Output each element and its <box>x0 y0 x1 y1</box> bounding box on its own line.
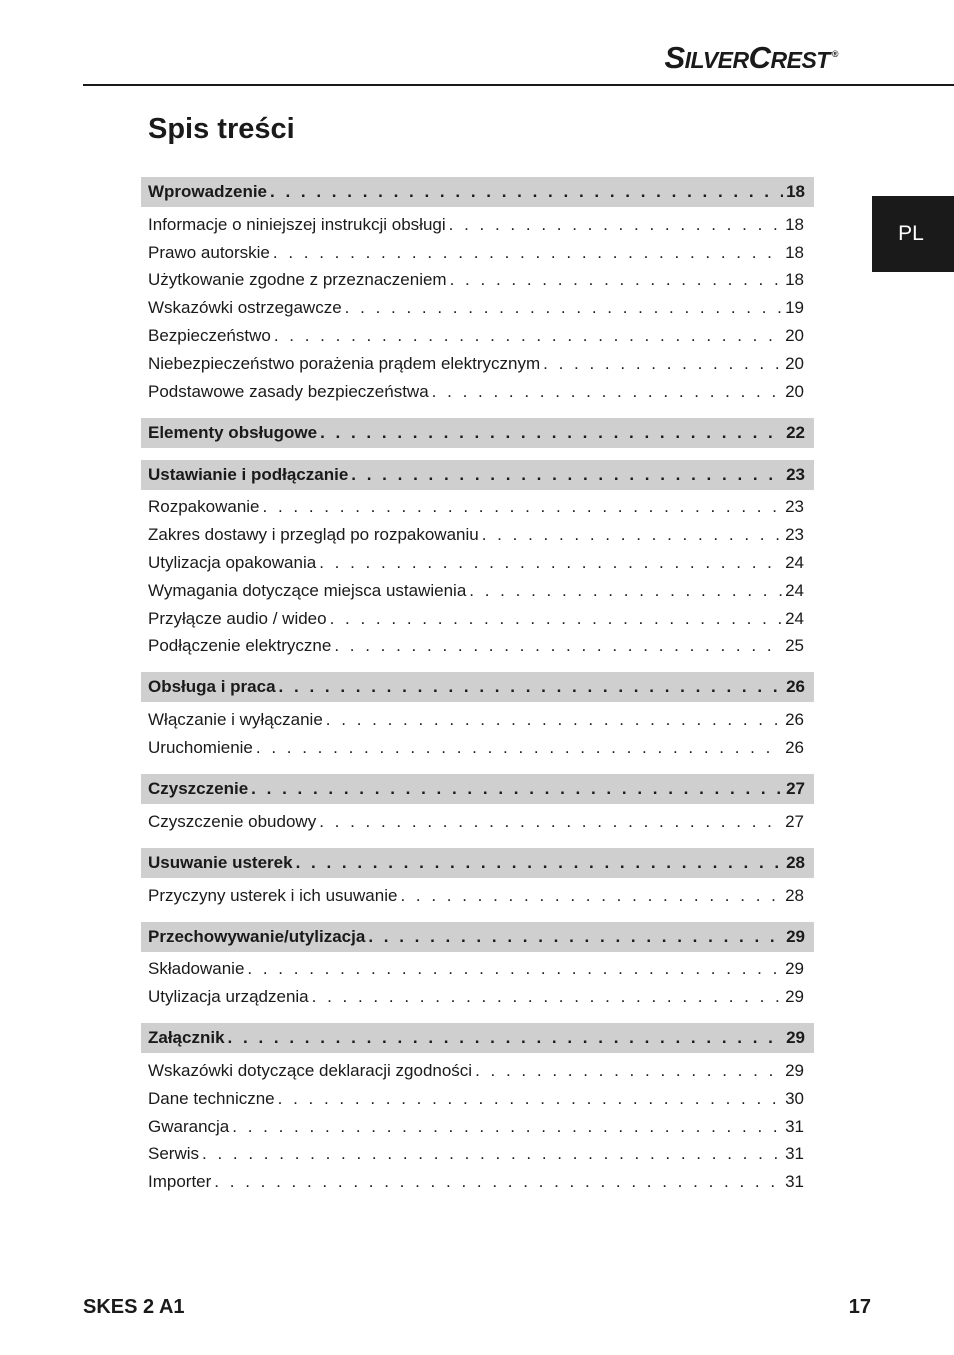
toc-item[interactable] <box>141 294 814 322</box>
toc-item-list <box>141 804 814 836</box>
item-page: 20 <box>785 353 804 373</box>
toc-item[interactable] <box>141 521 814 549</box>
item-page: 20 <box>785 381 804 401</box>
item-page: 18 <box>785 214 804 234</box>
item-page: 29 <box>785 1061 804 1081</box>
item-page: 29 <box>785 987 804 1007</box>
toc-item-list <box>141 490 814 661</box>
item-page: 24 <box>785 553 804 573</box>
toc-item[interactable] <box>141 808 814 836</box>
dot-leader <box>334 636 782 656</box>
dot-leader <box>543 354 782 374</box>
item-title: Czyszczenie obudowy <box>148 811 317 831</box>
dot-leader <box>319 553 782 573</box>
brand-rest-1: ILVER <box>684 47 749 73</box>
dot-leader <box>368 927 783 947</box>
item-title: Niebezpieczeństwo porażenia prądem elektrycznym <box>148 353 541 373</box>
dot-leader <box>469 581 782 601</box>
dot-leader <box>345 298 782 318</box>
dot-leader <box>449 215 782 235</box>
item-title: Gwarancja <box>148 1116 230 1136</box>
toc-item-list <box>141 952 814 1012</box>
toc-item[interactable] <box>141 1057 814 1085</box>
dot-leader <box>256 738 782 758</box>
section-title: Usuwanie usterek <box>148 852 293 872</box>
item-title: Utylizacja urządzenia <box>148 987 309 1007</box>
item-title: Wymagania dotyczące miejsca ustawienia <box>148 580 467 600</box>
item-page: 31 <box>785 1116 804 1136</box>
language-tab: PL <box>872 196 954 272</box>
item-page: 26 <box>785 710 804 730</box>
dot-leader <box>482 525 782 545</box>
item-page: 31 <box>785 1172 804 1192</box>
toc-item[interactable] <box>141 322 814 350</box>
section-page: 22 <box>786 422 805 442</box>
header-divider <box>83 84 954 86</box>
toc-section-heading[interactable] <box>141 418 814 448</box>
toc-item[interactable] <box>141 239 814 267</box>
toc-item[interactable] <box>141 577 814 605</box>
item-title: Dane techniczne <box>148 1088 275 1108</box>
dot-leader <box>296 853 784 873</box>
footer-model: SKES 2 A1 <box>83 1296 185 1318</box>
item-page: 27 <box>785 811 804 831</box>
item-page: 20 <box>785 326 804 346</box>
item-title: Podłączenie elektryczne <box>148 636 332 656</box>
toc-section <box>141 672 814 762</box>
dot-leader <box>312 987 782 1007</box>
toc-item[interactable] <box>141 882 814 910</box>
dot-leader <box>319 812 782 832</box>
item-title: Bezpieczeństwo <box>148 326 271 346</box>
section-page: 26 <box>786 677 805 697</box>
dot-leader <box>400 886 782 906</box>
toc-section-heading[interactable] <box>141 922 814 952</box>
dot-leader <box>270 182 783 202</box>
toc-item[interactable] <box>141 1141 814 1169</box>
toc-item[interactable] <box>141 211 814 239</box>
toc-section-heading[interactable] <box>141 672 814 702</box>
item-page: 29 <box>785 959 804 979</box>
toc-item[interactable] <box>141 549 814 577</box>
brand-initial-1: S <box>664 40 685 75</box>
item-page: 24 <box>785 580 804 600</box>
dot-leader <box>232 1117 782 1137</box>
section-page: 29 <box>786 1028 805 1048</box>
toc-section-heading[interactable] <box>141 774 814 804</box>
item-title: Utylizacja opakowania <box>148 553 317 573</box>
toc-item[interactable] <box>141 378 814 406</box>
dot-leader <box>450 270 782 290</box>
item-page: 26 <box>785 738 804 758</box>
toc-item[interactable] <box>141 1113 814 1141</box>
toc-item-list <box>141 207 814 406</box>
item-page: 30 <box>785 1088 804 1108</box>
section-page: 28 <box>786 852 805 872</box>
dot-leader <box>247 959 782 979</box>
section-title: Załącznik <box>148 1028 225 1048</box>
dot-leader <box>228 1028 784 1048</box>
dot-leader <box>351 465 783 485</box>
item-title: Wskazówki ostrzegawcze <box>148 298 342 318</box>
page-title: Spis treści <box>148 113 295 145</box>
dot-leader <box>326 710 782 730</box>
dot-leader <box>273 243 782 263</box>
section-title: Wprowadzenie <box>148 182 268 201</box>
dot-leader <box>274 326 782 346</box>
section-title: Czyszczenie <box>148 778 249 798</box>
dot-leader <box>432 382 782 402</box>
dot-leader <box>279 677 784 697</box>
item-title: Zakres dostawy i przegląd po rozpakowaniu <box>148 525 479 545</box>
item-title: Rozpakowanie <box>148 497 260 517</box>
item-title: Składowanie <box>148 959 245 979</box>
toc-section <box>141 418 814 448</box>
toc-section-heading[interactable] <box>141 177 814 207</box>
dot-leader <box>251 779 783 799</box>
item-page: 25 <box>785 636 804 656</box>
toc-section-heading[interactable] <box>141 1023 814 1053</box>
item-page: 24 <box>785 608 804 628</box>
item-page: 23 <box>785 497 804 517</box>
item-title: Serwis <box>148 1144 200 1164</box>
item-page: 18 <box>785 270 804 290</box>
toc-section <box>141 177 814 406</box>
section-title: Obsługa i praca <box>148 677 276 697</box>
toc-item[interactable] <box>141 734 814 762</box>
item-title: Podstawowe zasady bezpieczeństwa <box>148 381 429 401</box>
table-of-contents <box>141 177 814 1208</box>
toc-item[interactable] <box>141 494 814 522</box>
item-page: 18 <box>785 242 804 262</box>
item-title: Przyłącze audio / wideo <box>148 608 327 628</box>
section-page: 23 <box>786 464 805 484</box>
item-title: Wskazówki dotyczące deklaracji zgodności <box>148 1061 473 1081</box>
toc-item-list <box>141 878 814 910</box>
item-title: Przyczyny usterek i ich usuwanie <box>148 885 398 905</box>
brand-rest-2: REST <box>770 47 830 73</box>
dot-leader <box>202 1144 782 1164</box>
item-title: Informacje o niniejszej instrukcji obsługi <box>148 214 446 234</box>
dot-leader <box>475 1061 782 1081</box>
section-page: 27 <box>786 778 805 798</box>
item-page: 23 <box>785 525 804 545</box>
section-page: 18 <box>786 182 805 201</box>
dot-leader <box>278 1089 782 1109</box>
toc-section <box>141 922 814 1012</box>
registered-mark: ® <box>831 48 838 59</box>
item-title: Użytkowanie zgodne z przeznaczeniem <box>148 270 447 290</box>
dot-leader <box>263 497 783 517</box>
toc-section <box>141 460 814 661</box>
dot-leader <box>320 423 783 443</box>
toc-item[interactable] <box>141 350 814 378</box>
item-title: Włączanie i wyłączanie <box>148 710 323 730</box>
item-title: Importer <box>148 1172 212 1192</box>
toc-section <box>141 848 814 910</box>
section-title: Przechowywanie/utylizacja <box>148 926 366 946</box>
item-page: 28 <box>785 885 804 905</box>
item-title: Uruchomienie <box>148 738 253 758</box>
toc-item-list <box>141 702 814 762</box>
toc-item[interactable] <box>141 983 814 1011</box>
toc-item[interactable] <box>141 633 814 661</box>
toc-item-list <box>141 1053 814 1196</box>
section-page: 29 <box>786 926 805 946</box>
item-page: 19 <box>785 298 804 318</box>
toc-item[interactable] <box>141 605 814 633</box>
toc-section-heading[interactable] <box>141 460 814 490</box>
dot-leader <box>330 609 782 629</box>
brand-initial-2: C <box>748 40 771 75</box>
toc-item[interactable] <box>141 1168 814 1196</box>
section-title: Ustawianie i podłączanie <box>148 464 349 484</box>
toc-section-heading[interactable] <box>141 848 814 878</box>
toc-item[interactable] <box>141 956 814 984</box>
toc-section <box>141 774 814 836</box>
item-title: Prawo autorskie <box>148 242 270 262</box>
toc-item[interactable] <box>141 267 814 295</box>
footer-page-number: 17 <box>848 1296 871 1318</box>
dot-leader <box>214 1172 782 1192</box>
item-page: 31 <box>785 1144 804 1164</box>
toc-section <box>141 1023 814 1196</box>
toc-item[interactable] <box>141 706 814 734</box>
toc-item[interactable] <box>141 1085 814 1113</box>
section-title: Elementy obsługowe <box>148 422 318 442</box>
brand-logo <box>664 40 838 76</box>
